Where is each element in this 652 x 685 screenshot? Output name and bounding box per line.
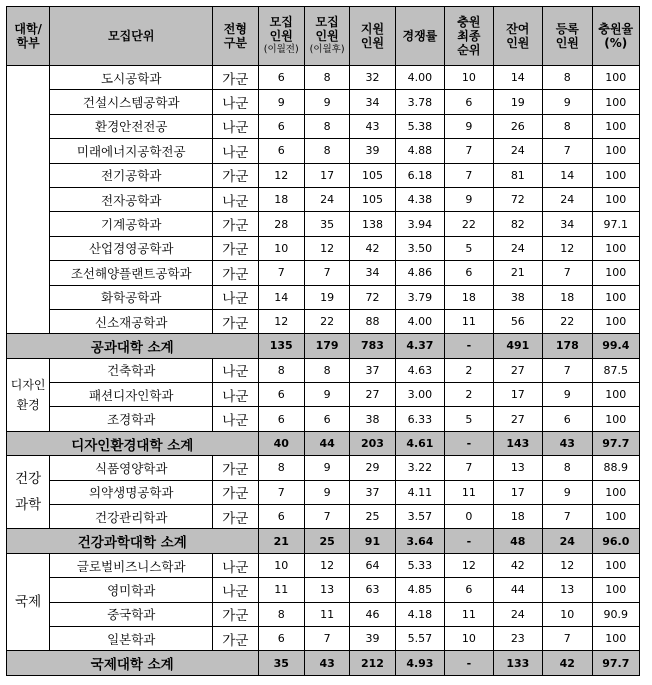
cell-remaining: 17 bbox=[493, 480, 542, 504]
cell-type: 가군 bbox=[213, 212, 258, 236]
cell-unit: 화학공학과 bbox=[50, 285, 213, 309]
subtotal-cell: 40 bbox=[258, 431, 304, 455]
cell-applicants: 27 bbox=[350, 383, 395, 407]
cell-fill-rate: 100 bbox=[592, 407, 639, 431]
college-cell bbox=[7, 553, 50, 651]
cell-competition: 4.85 bbox=[395, 578, 444, 602]
cell-final-rank: 0 bbox=[445, 505, 493, 529]
cell-competition: 4.86 bbox=[395, 261, 444, 285]
cell-type: 가군 bbox=[213, 505, 258, 529]
subtotal-cell: 44 bbox=[304, 431, 349, 455]
cell-unit: 건설시스템공학과 bbox=[50, 90, 213, 114]
cell-registered: 13 bbox=[543, 578, 592, 602]
cell-remaining: 44 bbox=[493, 578, 542, 602]
cell-unit: 의약생명공학과 bbox=[50, 480, 213, 504]
subtotal-cell: - bbox=[445, 431, 493, 455]
cell-unit: 중국학과 bbox=[50, 602, 213, 626]
cell-competition: 3.00 bbox=[395, 383, 444, 407]
cell-quota-before: 6 bbox=[258, 626, 304, 650]
cell-competition: 4.00 bbox=[395, 66, 444, 90]
cell-registered: 7 bbox=[543, 358, 592, 382]
cell-fill-rate: 100 bbox=[592, 187, 639, 211]
cell-competition: 5.38 bbox=[395, 114, 444, 138]
cell-fill-rate: 97.1 bbox=[592, 212, 639, 236]
cell-remaining: 13 bbox=[493, 456, 542, 480]
subtotal-label: 건강과학대학 소계 bbox=[7, 529, 259, 553]
cell-quota-before: 11 bbox=[258, 578, 304, 602]
header-quota-after: 모집 인원 (이월후) bbox=[304, 7, 349, 66]
cell-unit: 전기공학과 bbox=[50, 163, 213, 187]
cell-final-rank: 22 bbox=[445, 212, 493, 236]
cell-quota-after: 11 bbox=[304, 602, 349, 626]
cell-fill-rate: 88.9 bbox=[592, 456, 639, 480]
cell-unit: 건축학과 bbox=[50, 358, 213, 382]
cell-registered: 7 bbox=[543, 505, 592, 529]
cell-unit: 조선해양플랜트공학과 bbox=[50, 261, 213, 285]
cell-quota-after: 8 bbox=[304, 358, 349, 382]
cell-quota-after: 8 bbox=[304, 66, 349, 90]
cell-applicants: 42 bbox=[350, 236, 395, 260]
table-row bbox=[7, 553, 640, 577]
table-row bbox=[7, 383, 640, 407]
cell-final-rank: 11 bbox=[445, 480, 493, 504]
cell-applicants: 64 bbox=[350, 553, 395, 577]
cell-registered: 12 bbox=[543, 553, 592, 577]
cell-fill-rate: 100 bbox=[592, 285, 639, 309]
cell-remaining: 38 bbox=[493, 285, 542, 309]
cell-quota-before: 9 bbox=[258, 90, 304, 114]
table-row bbox=[7, 163, 640, 187]
cell-competition: 3.57 bbox=[395, 505, 444, 529]
table-row bbox=[7, 139, 640, 163]
cell-competition: 3.78 bbox=[395, 90, 444, 114]
table-row bbox=[7, 480, 640, 504]
cell-registered: 6 bbox=[543, 407, 592, 431]
header-fill-rate: 충원율 (%) bbox=[592, 7, 639, 66]
cell-quota-after: 7 bbox=[304, 626, 349, 650]
cell-quota-before: 6 bbox=[258, 66, 304, 90]
cell-registered: 8 bbox=[543, 114, 592, 138]
cell-final-rank: 18 bbox=[445, 285, 493, 309]
subtotal-row bbox=[7, 651, 640, 675]
cell-fill-rate: 100 bbox=[592, 309, 639, 333]
subtotal-cell: 48 bbox=[493, 529, 542, 553]
subtotal-cell: 178 bbox=[543, 334, 592, 358]
cell-type: 나군 bbox=[213, 383, 258, 407]
cell-fill-rate: 100 bbox=[592, 236, 639, 260]
cell-quota-after: 19 bbox=[304, 285, 349, 309]
cell-applicants: 43 bbox=[350, 114, 395, 138]
subtotal-cell: - bbox=[445, 334, 493, 358]
table-row bbox=[7, 187, 640, 211]
college-cell bbox=[7, 358, 50, 431]
header-college: 대학/ 학부 bbox=[7, 7, 50, 66]
cell-type: 나군 bbox=[213, 90, 258, 114]
cell-remaining: 82 bbox=[493, 212, 542, 236]
subtotal-label: 국제대학 소계 bbox=[7, 651, 259, 675]
cell-fill-rate: 100 bbox=[592, 505, 639, 529]
cell-final-rank: 10 bbox=[445, 66, 493, 90]
subtotal-label: 공과대학 소계 bbox=[7, 334, 259, 358]
cell-final-rank: 11 bbox=[445, 309, 493, 333]
subtotal-row bbox=[7, 431, 640, 455]
cell-competition: 3.94 bbox=[395, 212, 444, 236]
subtotal-cell: 25 bbox=[304, 529, 349, 553]
table-row bbox=[7, 407, 640, 431]
cell-final-rank: 7 bbox=[445, 139, 493, 163]
cell-competition: 4.00 bbox=[395, 309, 444, 333]
cell-quota-after: 9 bbox=[304, 480, 349, 504]
cell-quota-after: 8 bbox=[304, 139, 349, 163]
cell-remaining: 56 bbox=[493, 309, 542, 333]
cell-type: 가군 bbox=[213, 66, 258, 90]
table-row bbox=[7, 66, 640, 90]
cell-remaining: 17 bbox=[493, 383, 542, 407]
cell-fill-rate: 87.5 bbox=[592, 358, 639, 382]
cell-quota-before: 12 bbox=[258, 163, 304, 187]
cell-remaining: 27 bbox=[493, 407, 542, 431]
cell-type: 나군 bbox=[213, 578, 258, 602]
cell-unit: 도시공학과 bbox=[50, 66, 213, 90]
cell-remaining: 23 bbox=[493, 626, 542, 650]
cell-fill-rate: 100 bbox=[592, 139, 639, 163]
cell-final-rank: 6 bbox=[445, 90, 493, 114]
cell-competition: 5.57 bbox=[395, 626, 444, 650]
cell-type: 가군 bbox=[213, 236, 258, 260]
cell-registered: 24 bbox=[543, 187, 592, 211]
cell-competition: 3.50 bbox=[395, 236, 444, 260]
cell-unit: 영미학과 bbox=[50, 578, 213, 602]
table-row bbox=[7, 505, 640, 529]
cell-quota-after: 9 bbox=[304, 456, 349, 480]
cell-final-rank: 2 bbox=[445, 358, 493, 382]
subtotal-cell: 203 bbox=[350, 431, 395, 455]
cell-type: 나군 bbox=[213, 139, 258, 163]
subtotal-cell: 133 bbox=[493, 651, 542, 675]
cell-remaining: 19 bbox=[493, 90, 542, 114]
cell-registered: 7 bbox=[543, 626, 592, 650]
subtotal-cell: - bbox=[445, 529, 493, 553]
cell-fill-rate: 100 bbox=[592, 383, 639, 407]
table-row bbox=[7, 236, 640, 260]
cell-quota-before: 8 bbox=[258, 358, 304, 382]
subtotal-cell: 42 bbox=[543, 651, 592, 675]
cell-final-rank: 5 bbox=[445, 407, 493, 431]
cell-type: 나군 bbox=[213, 114, 258, 138]
cell-fill-rate: 100 bbox=[592, 626, 639, 650]
subtotal-cell: 97.7 bbox=[592, 651, 639, 675]
cell-competition: 4.38 bbox=[395, 187, 444, 211]
cell-unit: 신소재공학과 bbox=[50, 309, 213, 333]
cell-type: 가군 bbox=[213, 309, 258, 333]
cell-quota-before: 28 bbox=[258, 212, 304, 236]
table-row bbox=[7, 90, 640, 114]
cell-type: 나군 bbox=[213, 358, 258, 382]
cell-unit: 패션디자인학과 bbox=[50, 383, 213, 407]
cell-registered: 8 bbox=[543, 456, 592, 480]
cell-applicants: 72 bbox=[350, 285, 395, 309]
subtotal-cell: 21 bbox=[258, 529, 304, 553]
cell-applicants: 138 bbox=[350, 212, 395, 236]
cell-quota-before: 18 bbox=[258, 187, 304, 211]
cell-unit: 전자공학과 bbox=[50, 187, 213, 211]
cell-registered: 7 bbox=[543, 261, 592, 285]
cell-competition: 6.18 bbox=[395, 163, 444, 187]
cell-unit: 일본학과 bbox=[50, 626, 213, 650]
subtotal-cell: 212 bbox=[350, 651, 395, 675]
cell-quota-before: 12 bbox=[258, 309, 304, 333]
cell-type: 나군 bbox=[213, 407, 258, 431]
cell-final-rank: 6 bbox=[445, 578, 493, 602]
subtotal-cell: 491 bbox=[493, 334, 542, 358]
subtotal-cell: 97.7 bbox=[592, 431, 639, 455]
cell-final-rank: 9 bbox=[445, 187, 493, 211]
college-cell bbox=[7, 66, 50, 334]
cell-applicants: 37 bbox=[350, 480, 395, 504]
cell-quota-before: 6 bbox=[258, 383, 304, 407]
cell-remaining: 27 bbox=[493, 358, 542, 382]
cell-final-rank: 2 bbox=[445, 383, 493, 407]
table-row bbox=[7, 358, 640, 382]
college-label-line: 국제 bbox=[15, 594, 42, 611]
cell-fill-rate: 100 bbox=[592, 66, 639, 90]
cell-registered: 14 bbox=[543, 163, 592, 187]
cell-fill-rate: 90.9 bbox=[592, 602, 639, 626]
cell-applicants: 34 bbox=[350, 90, 395, 114]
cell-fill-rate: 100 bbox=[592, 163, 639, 187]
subtotal-row bbox=[7, 529, 640, 553]
cell-remaining: 18 bbox=[493, 505, 542, 529]
cell-final-rank: 5 bbox=[445, 236, 493, 260]
table-body bbox=[7, 66, 640, 676]
cell-type: 가군 bbox=[213, 163, 258, 187]
cell-applicants: 105 bbox=[350, 163, 395, 187]
subtotal-cell: 35 bbox=[258, 651, 304, 675]
header-competition: 경쟁률 bbox=[395, 7, 444, 66]
cell-quota-before: 6 bbox=[258, 139, 304, 163]
cell-quota-before: 10 bbox=[258, 553, 304, 577]
cell-fill-rate: 100 bbox=[592, 90, 639, 114]
cell-unit: 환경안전전공 bbox=[50, 114, 213, 138]
cell-quota-before: 10 bbox=[258, 236, 304, 260]
cell-quota-before: 7 bbox=[258, 480, 304, 504]
header-registered: 등록 인원 bbox=[543, 7, 592, 66]
table-row bbox=[7, 285, 640, 309]
subtotal-cell: 99.4 bbox=[592, 334, 639, 358]
cell-type: 가군 bbox=[213, 480, 258, 504]
cell-applicants: 38 bbox=[350, 407, 395, 431]
cell-quota-after: 7 bbox=[304, 505, 349, 529]
cell-type: 나군 bbox=[213, 553, 258, 577]
cell-quota-after: 24 bbox=[304, 187, 349, 211]
cell-unit: 건강관리학과 bbox=[50, 505, 213, 529]
cell-applicants: 29 bbox=[350, 456, 395, 480]
college-label-line: 디자인 bbox=[10, 377, 46, 392]
cell-quota-after: 17 bbox=[304, 163, 349, 187]
admission-table bbox=[6, 6, 640, 676]
subtotal-cell: 143 bbox=[493, 431, 542, 455]
cell-type: 가군 bbox=[213, 261, 258, 285]
cell-competition: 4.63 bbox=[395, 358, 444, 382]
cell-final-rank: 12 bbox=[445, 553, 493, 577]
cell-applicants: 32 bbox=[350, 66, 395, 90]
college-label-line: 과학 bbox=[15, 497, 42, 514]
subtotal-cell: 135 bbox=[258, 334, 304, 358]
cell-registered: 34 bbox=[543, 212, 592, 236]
cell-remaining: 24 bbox=[493, 236, 542, 260]
cell-registered: 22 bbox=[543, 309, 592, 333]
cell-quota-before: 6 bbox=[258, 114, 304, 138]
cell-quota-before: 6 bbox=[258, 505, 304, 529]
table-row bbox=[7, 261, 640, 285]
cell-competition: 4.88 bbox=[395, 139, 444, 163]
subtotal-cell: 4.93 bbox=[395, 651, 444, 675]
college-cell bbox=[7, 456, 50, 529]
cell-remaining: 81 bbox=[493, 163, 542, 187]
cell-registered: 8 bbox=[543, 66, 592, 90]
header-applicants: 지원 인원 bbox=[350, 7, 395, 66]
table-row bbox=[7, 626, 640, 650]
subtotal-cell: 3.64 bbox=[395, 529, 444, 553]
cell-type: 가군 bbox=[213, 602, 258, 626]
cell-type: 가군 bbox=[213, 626, 258, 650]
subtotal-cell: 91 bbox=[350, 529, 395, 553]
cell-competition: 3.79 bbox=[395, 285, 444, 309]
cell-competition: 6.33 bbox=[395, 407, 444, 431]
cell-applicants: 25 bbox=[350, 505, 395, 529]
cell-competition: 4.18 bbox=[395, 602, 444, 626]
cell-quota-before: 6 bbox=[258, 407, 304, 431]
cell-remaining: 24 bbox=[493, 602, 542, 626]
cell-quota-after: 12 bbox=[304, 553, 349, 577]
cell-remaining: 72 bbox=[493, 187, 542, 211]
cell-quota-after: 13 bbox=[304, 578, 349, 602]
header-unit: 모집단위 bbox=[50, 7, 213, 66]
table-row bbox=[7, 212, 640, 236]
cell-registered: 18 bbox=[543, 285, 592, 309]
cell-applicants: 46 bbox=[350, 602, 395, 626]
cell-type: 나군 bbox=[213, 285, 258, 309]
cell-competition: 5.33 bbox=[395, 553, 444, 577]
cell-quota-after: 7 bbox=[304, 261, 349, 285]
cell-quota-before: 14 bbox=[258, 285, 304, 309]
cell-fill-rate: 100 bbox=[592, 480, 639, 504]
header-remaining: 잔여 인원 bbox=[493, 7, 542, 66]
cell-applicants: 88 bbox=[350, 309, 395, 333]
header-quota-before: 모집 인원 (이월전) bbox=[258, 7, 304, 66]
cell-final-rank: 6 bbox=[445, 261, 493, 285]
cell-quota-after: 8 bbox=[304, 114, 349, 138]
cell-quota-before: 8 bbox=[258, 456, 304, 480]
header-row bbox=[7, 7, 640, 66]
cell-applicants: 34 bbox=[350, 261, 395, 285]
cell-final-rank: 7 bbox=[445, 163, 493, 187]
cell-quota-after: 22 bbox=[304, 309, 349, 333]
subtotal-cell: 43 bbox=[304, 651, 349, 675]
cell-final-rank: 9 bbox=[445, 114, 493, 138]
table-row bbox=[7, 456, 640, 480]
subtotal-cell: 179 bbox=[304, 334, 349, 358]
cell-unit: 글로벌비즈니스학과 bbox=[50, 553, 213, 577]
cell-registered: 7 bbox=[543, 139, 592, 163]
subtotal-cell: 43 bbox=[543, 431, 592, 455]
cell-quota-before: 8 bbox=[258, 602, 304, 626]
cell-final-rank: 10 bbox=[445, 626, 493, 650]
cell-applicants: 39 bbox=[350, 139, 395, 163]
cell-quota-after: 35 bbox=[304, 212, 349, 236]
subtotal-cell: 24 bbox=[543, 529, 592, 553]
table-row bbox=[7, 602, 640, 626]
cell-applicants: 105 bbox=[350, 187, 395, 211]
college-label-line: 건강 bbox=[15, 471, 42, 488]
subtotal-cell: 96.0 bbox=[592, 529, 639, 553]
cell-fill-rate: 100 bbox=[592, 114, 639, 138]
cell-registered: 9 bbox=[543, 90, 592, 114]
cell-remaining: 24 bbox=[493, 139, 542, 163]
college-label-line: 환경 bbox=[16, 397, 40, 412]
cell-registered: 10 bbox=[543, 602, 592, 626]
cell-applicants: 37 bbox=[350, 358, 395, 382]
cell-final-rank: 11 bbox=[445, 602, 493, 626]
table-row bbox=[7, 578, 640, 602]
cell-unit: 미래에너지공학전공 bbox=[50, 139, 213, 163]
cell-type: 가군 bbox=[213, 456, 258, 480]
cell-quota-after: 9 bbox=[304, 383, 349, 407]
cell-fill-rate: 100 bbox=[592, 261, 639, 285]
cell-remaining: 26 bbox=[493, 114, 542, 138]
subtotal-cell: 4.37 bbox=[395, 334, 444, 358]
subtotal-cell: - bbox=[445, 651, 493, 675]
cell-unit: 식품영양학과 bbox=[50, 456, 213, 480]
table-row bbox=[7, 114, 640, 138]
subtotal-cell: 4.61 bbox=[395, 431, 444, 455]
cell-competition: 4.11 bbox=[395, 480, 444, 504]
cell-type: 나군 bbox=[213, 187, 258, 211]
subtotal-row bbox=[7, 334, 640, 358]
cell-unit: 산업경영공학과 bbox=[50, 236, 213, 260]
cell-fill-rate: 100 bbox=[592, 553, 639, 577]
cell-quota-before: 7 bbox=[258, 261, 304, 285]
cell-unit: 기계공학과 bbox=[50, 212, 213, 236]
subtotal-label: 디자인환경대학 소계 bbox=[7, 431, 259, 455]
cell-registered: 12 bbox=[543, 236, 592, 260]
cell-remaining: 42 bbox=[493, 553, 542, 577]
cell-registered: 9 bbox=[543, 383, 592, 407]
cell-quota-after: 9 bbox=[304, 90, 349, 114]
cell-applicants: 63 bbox=[350, 578, 395, 602]
cell-unit: 조경학과 bbox=[50, 407, 213, 431]
subtotal-cell: 783 bbox=[350, 334, 395, 358]
header-final-rank: 충원 최종 순위 bbox=[445, 7, 493, 66]
cell-quota-after: 6 bbox=[304, 407, 349, 431]
cell-fill-rate: 100 bbox=[592, 578, 639, 602]
cell-remaining: 21 bbox=[493, 261, 542, 285]
table-row bbox=[7, 309, 640, 333]
header-type: 전형 구분 bbox=[213, 7, 258, 66]
cell-applicants: 39 bbox=[350, 626, 395, 650]
cell-final-rank: 7 bbox=[445, 456, 493, 480]
cell-registered: 9 bbox=[543, 480, 592, 504]
cell-competition: 3.22 bbox=[395, 456, 444, 480]
cell-remaining: 14 bbox=[493, 66, 542, 90]
cell-quota-after: 12 bbox=[304, 236, 349, 260]
